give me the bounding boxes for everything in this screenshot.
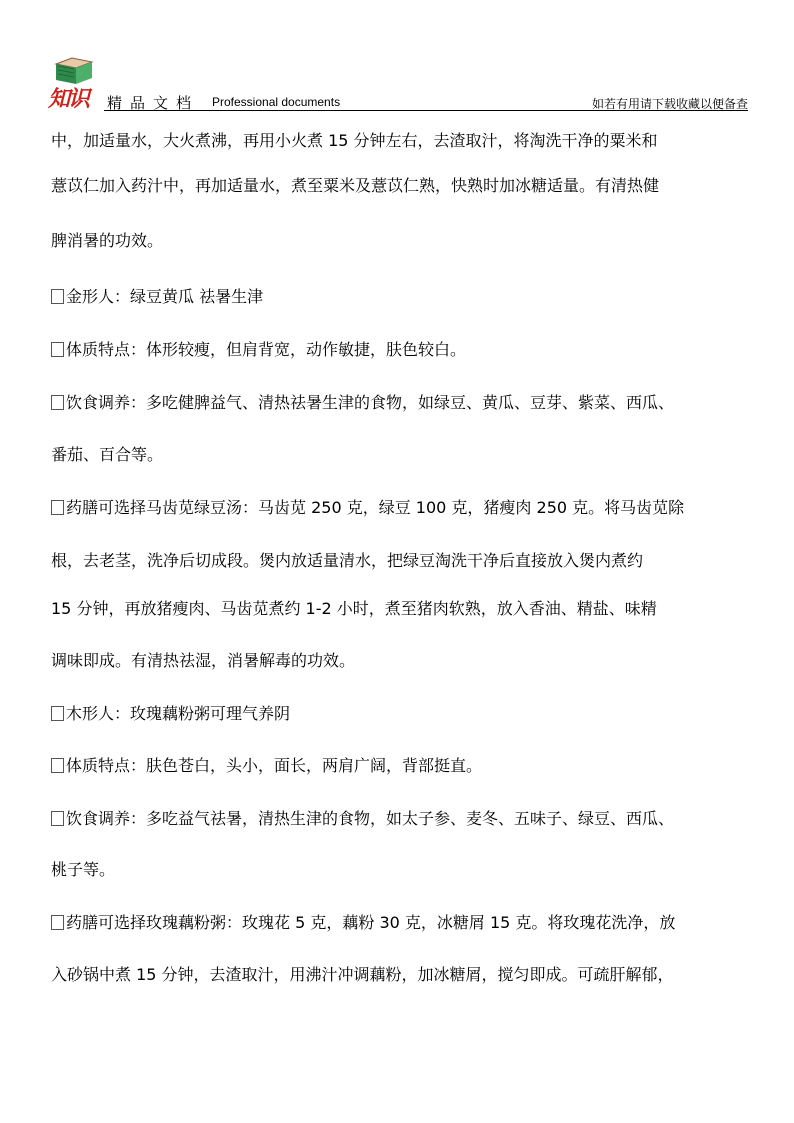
checkbox-glyph	[51, 758, 64, 773]
header-title: 精品文档	[107, 94, 200, 112]
text-line	[51, 341, 466, 359]
text-line	[51, 394, 674, 412]
text-line: 中，加适量水，大火煮沸，再用小火煮 15 分钟左右，去渣取汁，将淘洗干净的粟米和	[51, 131, 658, 150]
page-header	[48, 54, 748, 110]
section-heading: 木形人：玫瑰藕粉粥可理气养阴	[66, 704, 291, 723]
text-line: 桃子等。	[51, 860, 116, 879]
paragraph-text: 体质特点：肤色苍白，头小，面长，两肩广阔，背部挺直。	[66, 756, 483, 775]
text-line	[51, 914, 675, 932]
paragraph-text: 饮食调养：多吃健脾益气、清热祛暑生津的食物，如绿豆、黄瓜、豆芽、紫菜、西瓜、	[66, 393, 675, 412]
header-note: 如若有用请下载收藏以便备查	[591, 97, 748, 111]
checkbox-glyph	[51, 915, 64, 930]
text-line	[51, 499, 684, 517]
paragraph-text: 药膳可选择马齿苋绿豆汤：马齿苋 250 克，绿豆 100 克，猪瘦肉 250 克。将马齿苋除	[66, 498, 685, 517]
logo-text: 知识	[48, 86, 89, 112]
text-line: 入砂锅中煮 15 分钟，去渣取汁，用沸汁冲调藕粉，加冰糖屑，搅匀即成。可疏肝解郁，	[51, 965, 674, 984]
checkbox-glyph	[51, 342, 64, 357]
text-line: 番茄、百合等。	[51, 445, 164, 464]
paragraph-text: 药膳可选择玫瑰藕粉粥：玫瑰花 5 克，藕粉 30 克，冰糖屑 15 克。将玫瑰花洗净，放	[66, 913, 676, 932]
header-subtitle: Professional documents	[212, 95, 341, 109]
text-line	[51, 757, 482, 775]
text-line: 15 分钟，再放猪瘦肉、马齿苋煮约 1-2 小时，煮至猪肉软熟，放入香油、精盐、味精	[51, 599, 657, 618]
checkbox-glyph	[51, 811, 64, 826]
checkbox-glyph	[51, 289, 64, 304]
text-line	[51, 705, 290, 723]
text-line: 脾消暑的功效。	[51, 231, 164, 250]
text-line	[51, 288, 263, 306]
text-line: 薏苡仁加入药汁中，再加适量水，煮至粟米及薏苡仁熟，快熟时加冰糖适量。有清热健	[51, 176, 660, 195]
checkbox-glyph	[51, 395, 64, 410]
paragraph-text: 饮食调养：多吃益气祛暑，清热生津的食物，如太子参、麦冬、五味子、绿豆、西瓜、	[66, 809, 675, 828]
paragraph-text: 体质特点：体形较瘦，但肩背宽，动作敏捷，肤色较白。	[66, 340, 467, 359]
text-line: 根，去老茎，洗净后切成段。煲内放适量清水，把绿豆淘洗干净后直接放入煲内煮约	[51, 551, 644, 570]
logo	[48, 54, 104, 112]
header-divider	[104, 110, 748, 111]
section-heading: 金形人：绿豆黄瓜 祛暑生津	[66, 287, 264, 306]
text-line	[51, 810, 674, 828]
checkbox-glyph	[51, 706, 64, 721]
text-line: 调味即成。有清热祛湿，消暑解毒的功效。	[51, 651, 356, 670]
checkbox-glyph	[51, 500, 64, 515]
